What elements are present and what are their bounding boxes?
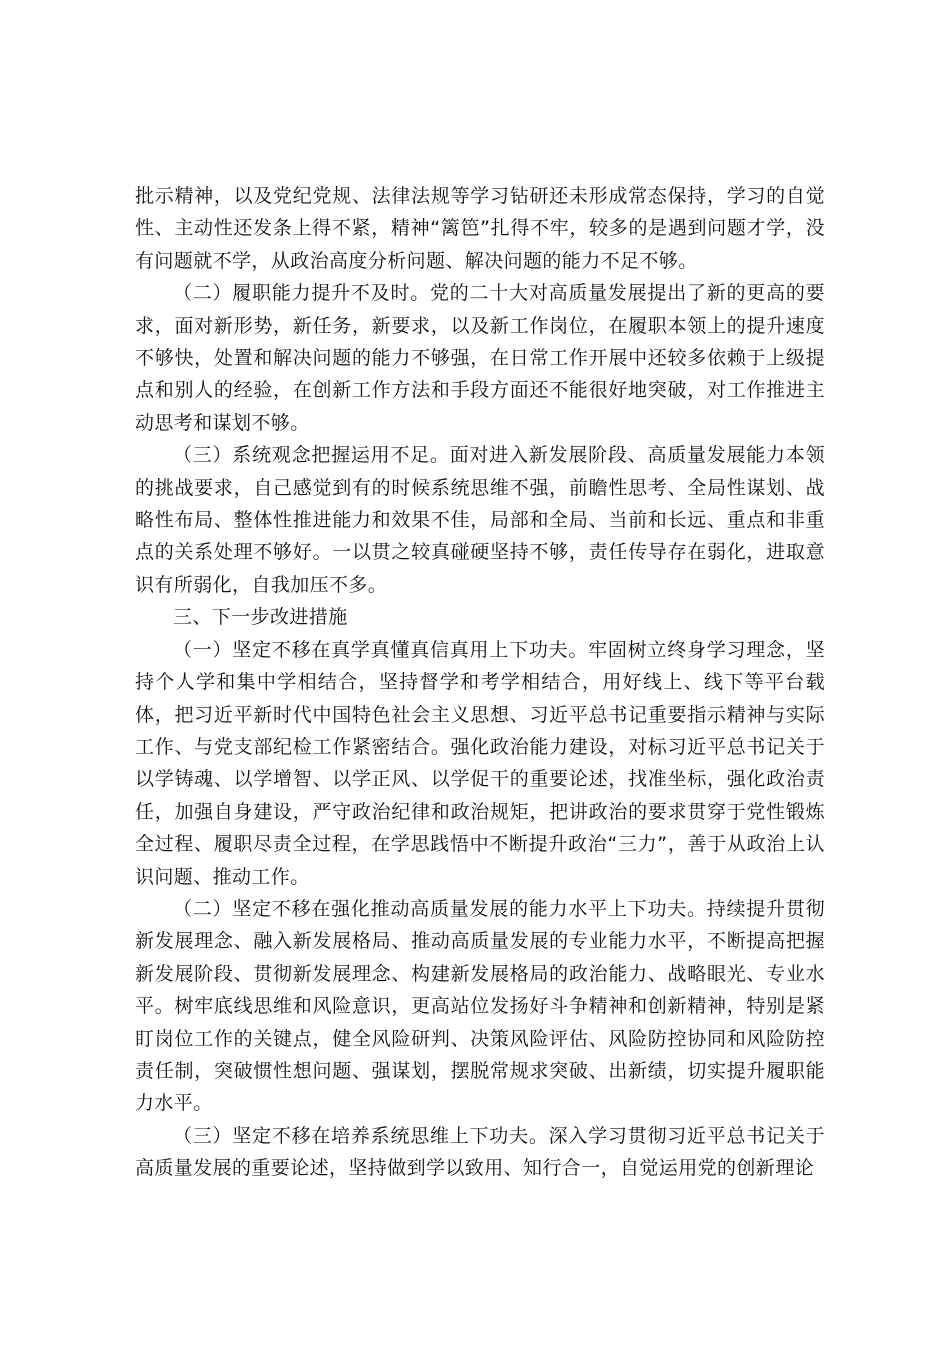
paragraph-measure-1: （一）坚定不移在真学真懂真信真用上下功夫。牢固树立终身学习理念，坚持个人学和集中学相结合，坚持督学和考学相结合，用好线上、线下等平台载体，把习近平新时代中国特色社会主义思想、习近平总书记重要指示精神与实际工作、与党支部纪检工作紧密结合。强化政治能力建设，对标习近平总书记关于以学铸魂、以学增智、以学正风、以学促干的重要论述，找准坐标，强化政治责任，加强自身建设，严守政治纪律和政治规矩，把讲政治的要求贯穿于党性锻炼全过程、履职尽责全过程，在学思践悟中不断提升政治“三力”，善于从政治上认识问题、推动工作。	[135, 638, 825, 888]
paragraph-performance-ability: （二）履职能力提升不及时。党的二十大对高质量发展提出了新的更高的要求，面对新形势，新任务，新要求，以及新工作岗位，在履职本领上的提升速度不够快，处置和解决问题的能力不够强，在日常工作开展中还较多依赖于上级提点和别人的经验，在创新工作方法和手段方面还不能很好地突破，对工作推进主动思考和谋划不够。	[135, 282, 825, 434]
paragraph-measure-3: （三）坚定不移在培养系统思维上下功夫。深入学习贯彻习近平总书记关于高质量发展的重要论述，坚持做到学以致用、知行合一，自觉运用党的创新理论	[135, 1124, 825, 1180]
section-heading-next-steps: 三、下一步改进措施	[173, 606, 348, 629]
paragraph-measure-2: （二）坚定不移在强化推动高质量发展的能力水平上下功夫。持续提升贯彻新发展理念、融入新发展格局、推动高质量发展的专业能力水平，不断提高把握新发展阶段、贯彻新发展理念、构建新发展格局的政治能力、战略眼光、专业水平。树牢底线思维和风险意识，更高站位发扬好斗争精神和创新精神，特别是紧盯岗位工作的关键点，健全风险研判、决策风险评估、风险防控协同和风险防控责任制，突破惯性想问题、强谋划，摆脱常规求突破、出新绩，切实提升履职能力水平。	[135, 897, 825, 1115]
paragraph-systems-thinking: （三）系统观念把握运用不足。面对进入新发展阶段、高质量发展能力本领的挑战要求，自己感觉到有的时候系统思维不强，前瞻性思考、全局性谋划、战略性布局、整体性推进能力和效果不佳，局部和全局、当前和长远、重点和非重点的关系处理不够好。一以贯之较真碰硬坚持不够，责任传导存在弱化，进取意识有所弱化，自我加压不多。	[135, 444, 825, 596]
paragraph-continuation: 批示精神，以及党纪党规、法律法规等学习钻研还未形成常态保持，学习的自觉性、主动性还发条上得不紧，精神“篱笆”扎得不牢，较多的是遇到问题才学，没有问题就不学，从政治高度分析问题、解决问题的能力不足不够。	[135, 185, 825, 272]
document-body	[135, 180, 825, 1185]
